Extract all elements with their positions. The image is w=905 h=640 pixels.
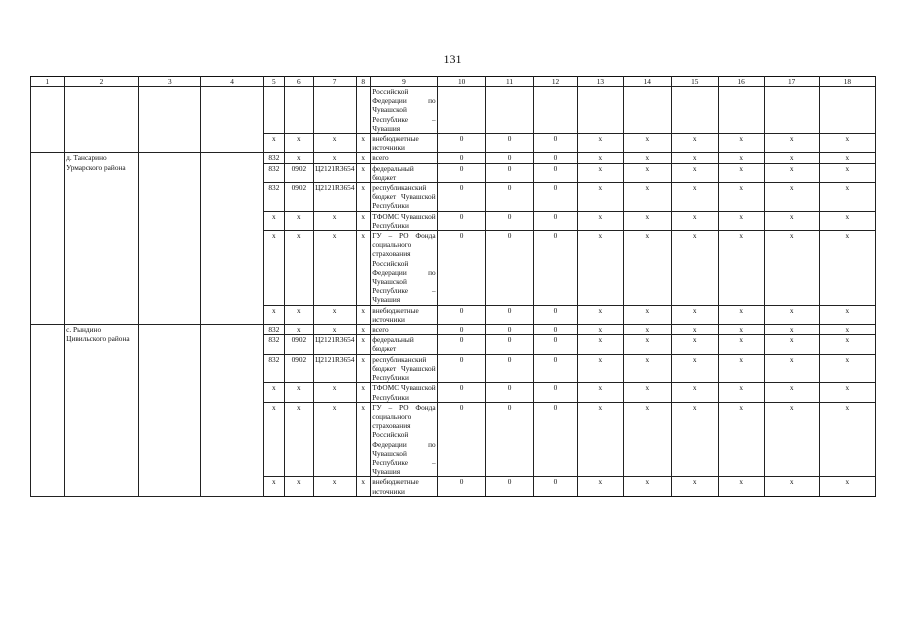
cell-value: x — [764, 335, 819, 354]
cell-target-article: x — [313, 402, 356, 477]
cell-value: 0 — [438, 354, 486, 383]
cell-value: x — [671, 335, 718, 354]
cell-section: x — [285, 153, 314, 163]
cell-col4 — [201, 87, 263, 153]
cell-section: x — [285, 134, 314, 153]
column-header-15: 15 — [671, 77, 718, 87]
cell-section: x — [285, 231, 314, 306]
cell-funding-source: внебюджетные источники — [370, 477, 437, 496]
cell-target-article — [313, 87, 356, 134]
cell-value: x — [819, 211, 875, 230]
column-header-9: 9 — [370, 77, 437, 87]
column-header-17: 17 — [764, 77, 819, 87]
cell-section: 0902 — [285, 183, 314, 212]
cell-target-article: x — [313, 325, 356, 335]
cell-section: x — [285, 325, 314, 335]
cell-target-article: Ц2121R3654 — [313, 183, 356, 212]
cell-funding-source: внебюджетные источники — [370, 305, 437, 324]
cell-grbs: x — [263, 305, 284, 324]
cell-value: 0 — [438, 383, 486, 402]
cell-value: 0 — [486, 402, 534, 477]
cell-value: x — [819, 354, 875, 383]
column-header-13: 13 — [577, 77, 623, 87]
cell-col3 — [139, 87, 201, 153]
cell-value: 0 — [438, 163, 486, 182]
cell-section: x — [285, 477, 314, 496]
budget-table — [30, 76, 876, 497]
cell-value: x — [819, 134, 875, 153]
cell-grbs: x — [263, 211, 284, 230]
cell-section: x — [285, 211, 314, 230]
column-header-18: 18 — [819, 77, 875, 87]
cell-grbs: 832 — [263, 325, 284, 335]
cell-value: x — [577, 134, 623, 153]
column-header-1: 1 — [31, 77, 65, 87]
cell-value: 0 — [534, 231, 578, 306]
cell-target-article: x — [313, 383, 356, 402]
cell-value: x — [764, 211, 819, 230]
cell-section: 0902 — [285, 335, 314, 354]
cell-funding-source: республиканский бюджет Чувашской Республики — [372, 183, 436, 211]
cell-value: x — [623, 183, 671, 212]
cell-expense-group: x — [356, 211, 370, 230]
cell-grbs: 832 — [263, 335, 284, 354]
cell-funding-source: ГУ – РО Фонда социального страхования Российской Федерации по Чувашской Республике – Чувашия — [372, 231, 436, 305]
cell-value: x — [718, 325, 764, 335]
table-row — [31, 153, 876, 163]
cell-expense-group: x — [356, 383, 370, 402]
cell-value: x — [764, 134, 819, 153]
cell-target-article: Ц2121R3654 — [313, 163, 356, 182]
cell-value: x — [819, 163, 875, 182]
cell-expense-group: x — [356, 163, 370, 182]
cell-value: x — [623, 163, 671, 182]
cell-value: x — [623, 231, 671, 306]
cell-value: 0 — [534, 153, 578, 163]
cell-col3 — [139, 153, 201, 325]
cell-value: x — [718, 335, 764, 354]
cell-value: x — [577, 335, 623, 354]
cell-col1 — [31, 325, 65, 497]
cell-value: 0 — [438, 305, 486, 324]
cell-value: x — [819, 383, 875, 402]
cell-value: 0 — [486, 134, 534, 153]
cell-section: 0902 — [285, 163, 314, 182]
cell-value: x — [764, 163, 819, 182]
cell-value: 0 — [534, 383, 578, 402]
cell-funding-source: федеральный бюджет — [370, 163, 437, 182]
cell-value: x — [764, 305, 819, 324]
cell-value: x — [623, 153, 671, 163]
table-row — [31, 325, 876, 335]
cell-value: 0 — [438, 134, 486, 153]
cell-value: 0 — [534, 305, 578, 324]
cell-value: 0 — [534, 163, 578, 182]
cell-value: x — [623, 477, 671, 496]
cell-value: x — [819, 153, 875, 163]
cell-value: 0 — [486, 183, 534, 212]
cell-value: x — [623, 354, 671, 383]
cell-value: x — [764, 153, 819, 163]
cell-value: x — [718, 354, 764, 383]
cell-value: x — [671, 477, 718, 496]
cell-value — [718, 87, 764, 134]
cell-funding-source: федеральный бюджет — [370, 335, 437, 354]
cell-value: x — [577, 383, 623, 402]
cell-value: x — [577, 325, 623, 335]
cell-target-article: x — [313, 305, 356, 324]
cell-value — [819, 87, 875, 134]
cell-grbs: x — [263, 134, 284, 153]
cell-section: x — [285, 402, 314, 477]
cell-value: x — [623, 134, 671, 153]
cell-expense-group: x — [356, 134, 370, 153]
cell-value — [671, 87, 718, 134]
cell-location: д. Тансарино Урмарского района — [64, 153, 138, 325]
column-header-3: 3 — [139, 77, 201, 87]
cell-funding-source: ТФОМС Чувашской Республики — [372, 211, 436, 230]
cell-value: x — [623, 383, 671, 402]
cell-value: 0 — [438, 211, 486, 230]
cell-value: 0 — [534, 183, 578, 212]
cell-grbs: x — [263, 383, 284, 402]
cell-col1 — [31, 153, 65, 325]
cell-value: x — [577, 477, 623, 496]
cell-value: x — [718, 134, 764, 153]
cell-value: x — [819, 183, 875, 212]
cell-value — [438, 87, 486, 134]
cell-expense-group: x — [356, 335, 370, 354]
column-header-14: 14 — [623, 77, 671, 87]
cell-value: x — [577, 163, 623, 182]
column-header-16: 16 — [718, 77, 764, 87]
column-number-row — [31, 77, 876, 87]
cell-value: 0 — [486, 231, 534, 306]
cell-value: x — [623, 402, 671, 477]
cell-value: x — [671, 153, 718, 163]
column-header-2: 2 — [64, 77, 138, 87]
cell-value: x — [671, 134, 718, 153]
column-header-6: 6 — [285, 77, 314, 87]
cell-value: x — [819, 305, 875, 324]
cell-value: x — [718, 231, 764, 306]
cell-funding-source: ГУ – РО Фонда социального страхования Российской Федерации по Чувашской Республике – Чувашия — [372, 402, 436, 477]
cell-value: x — [671, 183, 718, 212]
cell-value: 0 — [438, 183, 486, 212]
cell-value: x — [718, 163, 764, 182]
cell-value: x — [671, 231, 718, 306]
page-number: 131 — [443, 52, 462, 66]
cell-target-article: x — [313, 231, 356, 306]
cell-value: x — [764, 183, 819, 212]
cell-value: 0 — [486, 383, 534, 402]
cell-value: x — [764, 231, 819, 306]
cell-location — [64, 87, 138, 153]
cell-value: x — [671, 211, 718, 230]
cell-section — [285, 87, 314, 134]
cell-value: x — [623, 211, 671, 230]
cell-value: 0 — [438, 335, 486, 354]
cell-value: 0 — [486, 335, 534, 354]
cell-expense-group — [356, 87, 370, 134]
cell-value: x — [764, 383, 819, 402]
cell-value: x — [718, 183, 764, 212]
cell-value: 0 — [486, 305, 534, 324]
cell-value: x — [577, 183, 623, 212]
cell-expense-group: x — [356, 231, 370, 306]
cell-expense-group: x — [356, 305, 370, 324]
cell-target-article: x — [313, 477, 356, 496]
cell-value: x — [718, 153, 764, 163]
cell-value: 0 — [534, 134, 578, 153]
cell-value: 0 — [534, 325, 578, 335]
cell-value: x — [718, 477, 764, 496]
cell-target-article: x — [313, 134, 356, 153]
cell-grbs: 832 — [263, 183, 284, 212]
cell-value: x — [718, 305, 764, 324]
cell-col4 — [201, 325, 263, 497]
cell-value: x — [671, 163, 718, 182]
cell-value — [577, 87, 623, 134]
cell-value: x — [671, 305, 718, 324]
cell-funding-source: всего — [370, 153, 437, 163]
cell-location: с. Рындино Цивильского района — [64, 325, 138, 497]
cell-value: x — [764, 402, 819, 477]
cell-grbs: x — [263, 477, 284, 496]
cell-grbs: 832 — [263, 354, 284, 383]
cell-value — [764, 87, 819, 134]
cell-value: 0 — [486, 325, 534, 335]
cell-value: x — [671, 354, 718, 383]
cell-value: x — [623, 335, 671, 354]
cell-grbs: 832 — [263, 163, 284, 182]
cell-funding-source: внебюджетные источники — [370, 134, 437, 153]
cell-value — [486, 87, 534, 134]
cell-expense-group: x — [356, 325, 370, 335]
cell-value: x — [819, 477, 875, 496]
cell-value: 0 — [534, 211, 578, 230]
cell-funding-source: всего — [370, 325, 437, 335]
cell-value: x — [577, 231, 623, 306]
cell-target-article: Ц2121R3654 — [313, 354, 356, 383]
cell-value: 0 — [534, 354, 578, 383]
cell-value: 0 — [486, 211, 534, 230]
cell-value: 0 — [438, 402, 486, 477]
cell-expense-group: x — [356, 477, 370, 496]
cell-target-article: Ц2121R3654 — [313, 335, 356, 354]
cell-value: 0 — [438, 477, 486, 496]
cell-value: 0 — [486, 153, 534, 163]
cell-grbs: x — [263, 402, 284, 477]
cell-value: x — [819, 335, 875, 354]
cell-value: 0 — [438, 231, 486, 306]
table-body — [31, 87, 876, 497]
cell-value: 0 — [534, 477, 578, 496]
cell-value: x — [819, 325, 875, 335]
cell-col3 — [139, 325, 201, 497]
cell-value: x — [718, 383, 764, 402]
cell-value: x — [764, 354, 819, 383]
cell-expense-group: x — [356, 354, 370, 383]
cell-value: x — [577, 354, 623, 383]
cell-grbs: x — [263, 231, 284, 306]
cell-target-article: x — [313, 153, 356, 163]
cell-value: x — [671, 383, 718, 402]
cell-value: 0 — [438, 325, 486, 335]
cell-value: x — [577, 305, 623, 324]
cell-value: x — [718, 211, 764, 230]
cell-value: 0 — [534, 402, 578, 477]
cell-value: x — [764, 477, 819, 496]
cell-section: x — [285, 305, 314, 324]
column-header-8: 8 — [356, 77, 370, 87]
cell-target-article: x — [313, 211, 356, 230]
cell-col4 — [201, 153, 263, 325]
cell-value: x — [577, 402, 623, 477]
cell-value: x — [577, 211, 623, 230]
column-header-4: 4 — [201, 77, 263, 87]
cell-col1 — [31, 87, 65, 153]
cell-value: x — [764, 325, 819, 335]
cell-value: 0 — [486, 477, 534, 496]
cell-section: 0902 — [285, 354, 314, 383]
cell-value: x — [671, 402, 718, 477]
cell-funding-source: республиканский бюджет Чувашской Республики — [372, 354, 436, 383]
cell-expense-group: x — [356, 402, 370, 477]
cell-value: 0 — [534, 335, 578, 354]
column-header-10: 10 — [438, 77, 486, 87]
column-header-12: 12 — [534, 77, 578, 87]
cell-value: x — [819, 402, 875, 477]
cell-value — [623, 87, 671, 134]
cell-value: x — [671, 325, 718, 335]
cell-expense-group: x — [356, 153, 370, 163]
cell-value: 0 — [486, 163, 534, 182]
column-header-11: 11 — [486, 77, 534, 87]
cell-value: x — [819, 231, 875, 306]
cell-value: x — [623, 305, 671, 324]
cell-section: x — [285, 383, 314, 402]
cell-expense-group: x — [356, 183, 370, 212]
cell-grbs — [263, 87, 284, 134]
cell-funding-source: ТФОМС Чувашской Республики — [372, 383, 436, 402]
cell-funding-source: Российской Федерации по Чувашской Республике – Чувашия — [372, 87, 436, 133]
table-row — [31, 87, 876, 134]
cell-value: x — [623, 325, 671, 335]
cell-value: 0 — [486, 354, 534, 383]
cell-value: 0 — [438, 153, 486, 163]
cell-value: x — [718, 402, 764, 477]
cell-value — [534, 87, 578, 134]
column-header-5: 5 — [263, 77, 284, 87]
column-header-7: 7 — [313, 77, 356, 87]
cell-value: x — [577, 153, 623, 163]
cell-grbs: 832 — [263, 153, 284, 163]
